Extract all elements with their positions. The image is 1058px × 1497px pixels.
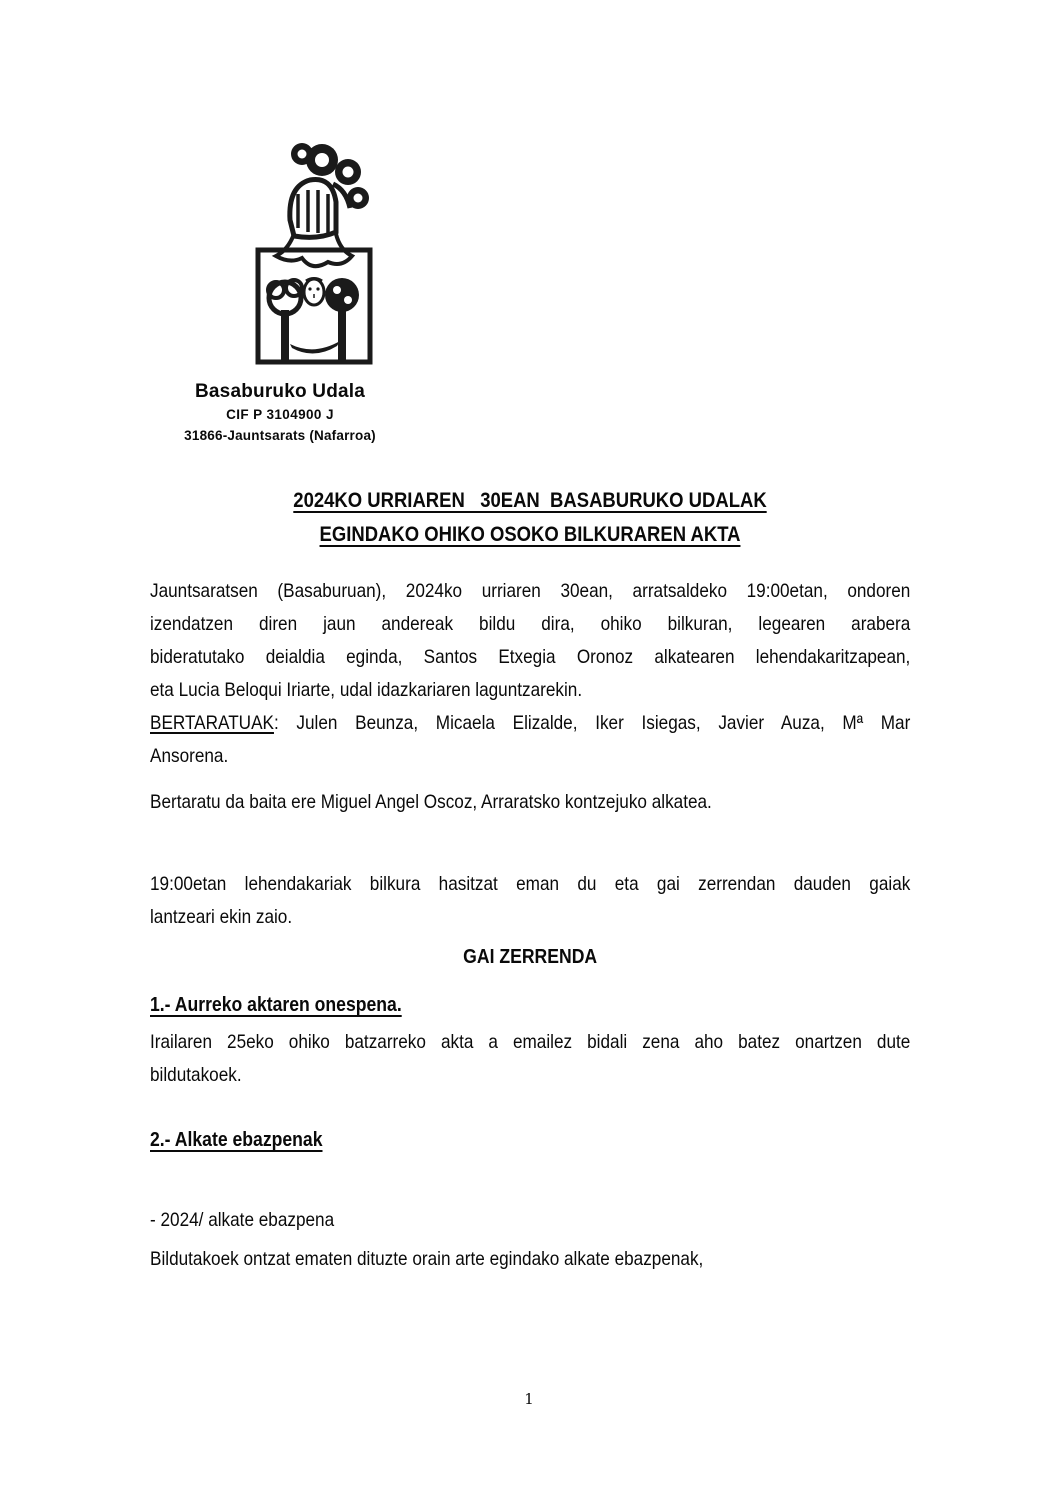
text-line: Jauntsaratsen (Basaburuan), 2024ko urriaren 30ean, arratsaldeko 19:00etan, ondoren — [150, 580, 911, 602]
org-address: 31866-Jauntsarats (Nafarroa) — [184, 428, 376, 443]
text-line: lantzeari ekin zaio. — [150, 906, 293, 928]
paragraph-item2-body: Bildutakoek ontzat ematen dituzte orain arte egindako alkate ebazpenak, — [150, 1248, 704, 1270]
org-cif: CIF P 3104900 J — [226, 407, 334, 422]
paragraph-attendees — [150, 707, 910, 773]
text-line: Ansorena. — [150, 745, 229, 767]
text-line — [150, 707, 910, 740]
org-name: Basaburuko Udala — [194, 381, 366, 402]
attendees-label: BERTARATUAK — [150, 712, 274, 734]
document-title — [141, 484, 919, 552]
agenda-heading: GAI ZERRENDA — [463, 946, 598, 968]
paragraph-also-present: Bertaratu da baita ere Miguel Angel Oscoz, Arraratsko kontzejuko alkatea. — [150, 791, 712, 813]
document-title-line2: EGINDAKO OHIKO OSOKO BILKURAREN AKTA — [319, 523, 741, 546]
paragraph-intro — [150, 575, 910, 707]
agenda-item1-heading: 1.- Aurreko aktaren onespena. — [150, 994, 402, 1016]
paragraph-resolution-ref: - 2024/ alkate ebazpena — [150, 1209, 335, 1231]
paragraph-item1-body — [150, 1026, 910, 1092]
text-line: bildutakoek. — [150, 1064, 242, 1086]
page-number: 1 — [524, 1390, 534, 1408]
text-line: bideratutako deialdia eginda, Santos Etxegia Oronoz alkatearen lehendakaritzapean, — [150, 646, 911, 668]
text-line: eta Lucia Beloqui Iriarte, udal idazkariaren laguntzarekin. — [150, 679, 583, 701]
document-title-line1: 2024KO URRIAREN 30EAN BASABURUKO UDALAK — [293, 489, 767, 512]
agenda-item2-heading: 2.- Alkate ebazpenak — [150, 1129, 323, 1151]
text-line: 19:00etan lehendakariak bilkura hasitzat eman du eta gai zerrendan dauden gaiak — [150, 873, 911, 895]
text-line: izendatzen diren jaun andereak bildu dira, ohiko bilkuran, legearen arabera — [150, 613, 911, 635]
paragraph-session-start — [150, 868, 910, 934]
attendees-names: : Julen Beunza, Micaela Elizalde, Iker Isiegas, Javier Auza, Mª Mar — [273, 712, 911, 734]
org-block — [150, 380, 410, 446]
text-line: Irailaren 25eko ohiko batzarreko akta a emailez bidali zena aho batez onartzen dute — [150, 1031, 911, 1053]
coat-of-arms-logo — [238, 132, 390, 372]
